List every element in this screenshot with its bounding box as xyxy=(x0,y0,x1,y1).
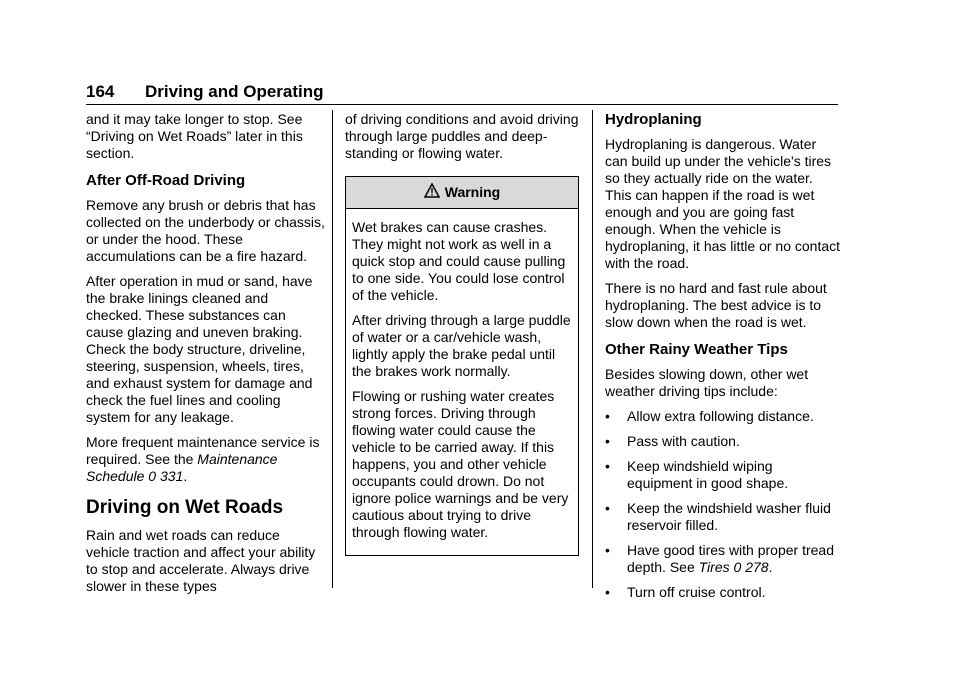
warning-triangle-icon xyxy=(424,183,440,202)
header-rule xyxy=(86,104,838,105)
tires-page-ref[interactable]: 278 xyxy=(745,559,769,575)
intro-paragraph: and it may take longer to stop. See “Driving on Wet Roads” later in this section. xyxy=(86,111,303,161)
heading-rainy-tips: Other Rainy Weather Tips xyxy=(605,341,788,358)
page-ref-arrow-icon: 0 xyxy=(148,468,157,484)
bullet-icon: • xyxy=(605,458,610,474)
tips-list xyxy=(605,408,841,601)
heading-after-offroad: After Off-Road Driving xyxy=(86,172,246,189)
bullet-icon: • xyxy=(605,408,610,424)
list-item: • Keep windshield wiping equipment in good shape. xyxy=(605,458,789,491)
paragraph-hydro-1: Hydroplaning is dangerous. Water can build up under the vehicle's tires so they actually ride on the water. This can happen if the road is wet enough and you are going fast enough. When the vehicle is hydroplaning, it has little or no contact with the road. xyxy=(605,136,841,271)
column-1 xyxy=(86,111,326,603)
list-item: • Turn off cruise control. xyxy=(605,584,766,600)
bullet-icon: • xyxy=(605,433,610,449)
column-3 xyxy=(605,111,841,609)
list-item: • Keep the windshield washer fluid reservoir filled. xyxy=(605,500,831,533)
bullet-icon: • xyxy=(605,584,610,600)
paragraph-brush: Remove any brush or debris that has collected on the underbody or chassis, or under the hood. These accumulations can be a fire hazard. xyxy=(86,197,325,264)
warning-title: Warning xyxy=(444,184,501,200)
heading-wet-roads: Driving on Wet Roads xyxy=(86,497,284,518)
page-number: 164 xyxy=(86,82,115,101)
paragraph-mud: After operation in mud or sand, have the brake linings cleaned and checked. These substances can cause glazing and uneven braking. Check the body structure, driveline, steering, suspension, wheels, tires, and exhaust system for damage and check the fuel lines and cooling system for any leakage. xyxy=(86,273,313,425)
warning-paragraph-3: Flowing or rushing water creates strong forces. Driving through flowing water could cause the vehicle to be carried away. If this happens, you and other vehicle occupants could drown. Do not ignore police warnings and be very cautious about trying to drive through flowing water. xyxy=(352,388,569,540)
paragraph-rain: Rain and wet roads can reduce vehicle traction and affect your ability to stop and accelerate. Always drive slower in these types xyxy=(86,527,316,594)
column-divider-2 xyxy=(592,110,593,588)
paragraph-hydro-2: There is no hard and fast rule about hydroplaning. The best advice is to slow down when the road is wet. xyxy=(605,280,827,330)
bullet-icon: • xyxy=(605,500,610,516)
warning-header xyxy=(346,177,578,209)
list-item: • Have good tires with proper tread depth. See Tires 0 278. xyxy=(605,542,834,575)
warning-body xyxy=(346,209,578,555)
list-item: • Allow extra following distance. xyxy=(605,408,814,424)
column-2 xyxy=(345,111,581,556)
page-header xyxy=(86,82,838,106)
paragraph-rainy: Besides slowing down, other wet weather driving tips include: xyxy=(605,366,809,399)
section-title: Driving and Operating xyxy=(145,82,324,101)
heading-hydroplaning: Hydroplaning xyxy=(605,111,702,128)
paragraph-maintenance: More frequent maintenance service is required. See the Maintenance Schedule 0 331. xyxy=(86,434,320,484)
maintenance-schedule-link[interactable]: Maintenance Schedule xyxy=(86,451,278,484)
column-divider-1 xyxy=(332,110,333,588)
maintenance-page-ref[interactable]: 331 xyxy=(159,468,184,484)
bullet-icon: • xyxy=(605,542,610,558)
continued-paragraph: of driving conditions and avoid driving through large puddles and deep-standing or flowing water. xyxy=(345,111,579,161)
warning-paragraph-1: Wet brakes can cause crashes. They might not work as well in a quick stop and could cause pulling to one side. You could lose control of the vehicle. xyxy=(352,219,566,303)
tires-link[interactable]: Tires xyxy=(698,559,730,575)
list-item: • Pass with caution. xyxy=(605,433,740,449)
page-ref-arrow-icon: 0 xyxy=(733,559,742,575)
warning-box xyxy=(345,176,579,556)
warning-paragraph-2: After driving through a large puddle of water or a car/vehicle wash, lightly apply the brake pedal until the brakes work normally. xyxy=(352,312,571,379)
